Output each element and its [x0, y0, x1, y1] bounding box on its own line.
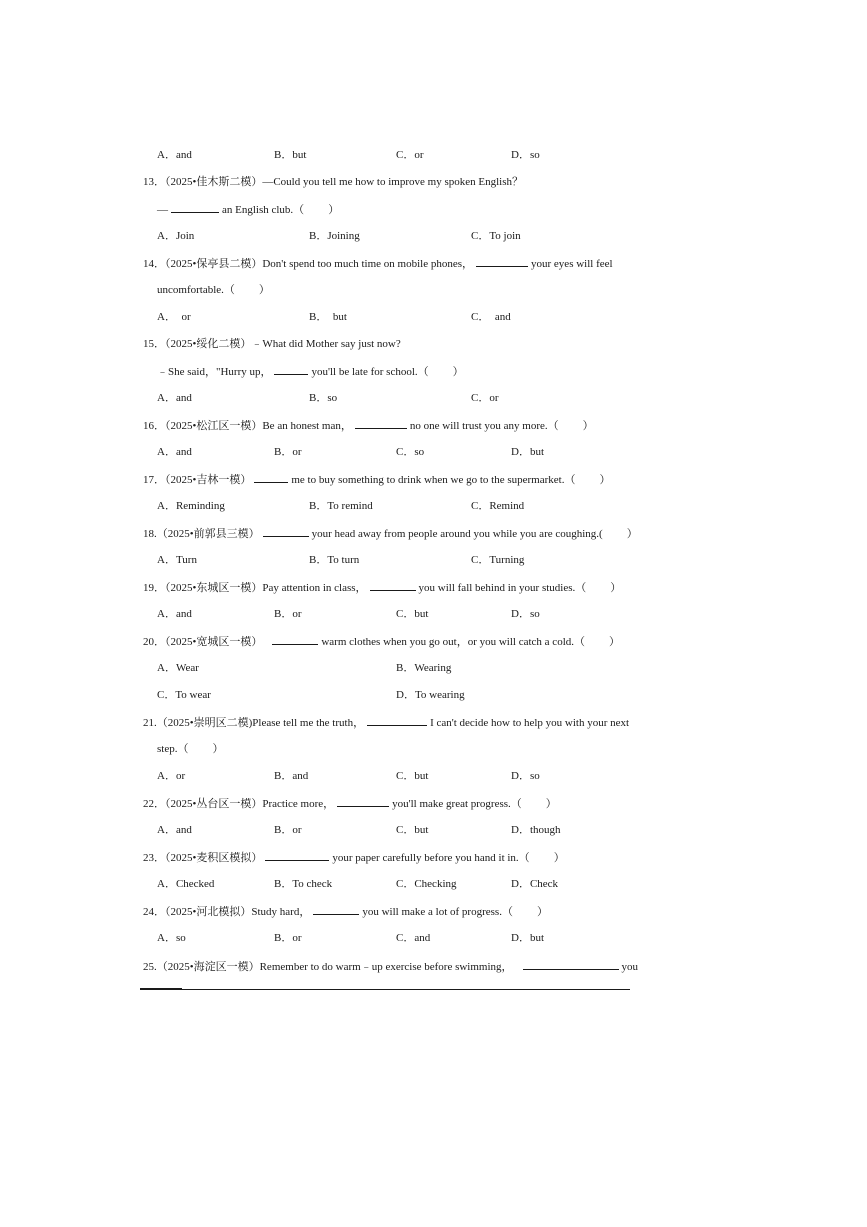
q17-options — [0, 499, 867, 519]
q21-option-a: A．or — [157, 770, 186, 782]
q24-text-1: 24．（2025•河北模拟）Study hard， — [143, 906, 311, 918]
q25-text-2: you — [621, 961, 639, 973]
q23-option-d: D．Check — [511, 878, 559, 890]
q22-text-1: 22．（2025•丛台区一模）Practice more， — [143, 798, 335, 810]
q14-blank — [476, 256, 528, 267]
q13-option-b: B．Joining — [309, 230, 360, 242]
q21-options — [0, 769, 867, 789]
q20-option-d: D．To wearing — [396, 689, 465, 701]
q16-option-d: D．but — [511, 446, 544, 458]
q15-option-c: C．or — [471, 392, 499, 404]
q14-text-1: 14．（2025•保亭县二模）Don't spend too much time on mobile phones， — [143, 258, 474, 270]
q17-stem — [143, 472, 610, 487]
q22-option-b: B．or — [274, 824, 302, 836]
q14-option-a: A． or — [157, 311, 191, 323]
q21-blank — [367, 715, 427, 726]
footer-rule — [140, 989, 630, 990]
q21-stem-2 — [157, 742, 223, 756]
q18-blank — [263, 526, 309, 537]
q15-text-2: you'll be late for school.（ — [311, 366, 429, 378]
q13-options — [0, 229, 867, 249]
q14-text-3: uncomfortable.（ — [157, 284, 235, 296]
q23-text-2: your paper carefully before you hand it in.（ — [332, 852, 530, 864]
option-d: D．so — [511, 149, 540, 161]
q13-dash: — — [157, 204, 168, 216]
q16-blank — [355, 418, 407, 429]
q21-option-b: B．and — [274, 770, 309, 782]
q25-text-1: 25.（2025•海淀区一模）Remember to do warm﹣up exercise before swimming， — [143, 961, 513, 973]
q15-stem: 15．（2025•绥化二模）﹣What did Mother say just now? — [143, 338, 401, 350]
q21-option-c: C．but — [396, 770, 429, 782]
q15-blank — [274, 364, 308, 375]
q20-text-1: 20．（2025•宽城区一模） — [143, 636, 263, 648]
q13-stem: 13．（2025•佳木斯二模）—Could you tell me how to improve my spoken English？ — [143, 176, 523, 188]
q23-option-b: B．To check — [274, 878, 333, 890]
q24-stem — [143, 904, 548, 919]
q25-blank — [523, 959, 619, 970]
q20-option-b: B．Wearing — [396, 662, 452, 674]
option-b: B．but — [274, 149, 307, 161]
q15-text-1: ﹣She said，"Hurry up， — [157, 366, 272, 378]
q19-options — [0, 607, 867, 627]
q22-paren-close: ） — [545, 798, 557, 810]
q19-blank — [370, 580, 416, 591]
q18-options — [0, 553, 867, 573]
q20-options-2 — [0, 688, 867, 708]
q17-option-b: B．To remind — [309, 500, 373, 512]
q23-stem — [143, 850, 565, 865]
q17-option-c: C．Remind — [471, 500, 525, 512]
q22-option-d: D．though — [511, 824, 561, 836]
q13-blank — [171, 202, 219, 213]
q14-paren-close: ） — [258, 284, 270, 296]
q21-text-3: step.（ — [157, 743, 189, 755]
q16-paren-close: ） — [582, 420, 594, 432]
q13-paren-close: ） — [328, 204, 340, 216]
q19-option-b: B．or — [274, 608, 302, 620]
q13-text: an English club.（ — [222, 204, 305, 216]
q23-paren-close: ） — [553, 852, 565, 864]
q24-options — [0, 931, 867, 951]
q22-option-a: A．and — [157, 824, 192, 836]
q17-blank — [254, 472, 288, 483]
q23-blank — [265, 850, 329, 861]
q24-option-c: C．and — [396, 932, 431, 944]
q20-options-1 — [0, 661, 867, 681]
q20-option-c: C．To wear — [157, 689, 211, 701]
q16-options — [0, 445, 867, 465]
q13-option-a: A．Join — [157, 230, 195, 242]
q14-options — [0, 310, 867, 330]
q17-paren-close: ） — [599, 474, 611, 486]
q20-stem — [143, 634, 620, 649]
q14-stem — [143, 256, 613, 271]
q22-text-2: you'll make great progress.（ — [392, 798, 522, 810]
q19-text-1: 19．（2025•东城区一模）Pay attention in class， — [143, 582, 367, 594]
q19-paren-close: ） — [610, 582, 622, 594]
q23-options — [0, 877, 867, 897]
q25-stem — [143, 959, 638, 974]
q18-text-1: 18.（2025•前郭县三模） — [143, 528, 260, 540]
q24-paren-close: ） — [536, 906, 548, 918]
option-a: A．and — [157, 149, 192, 161]
q18-stem — [143, 526, 638, 541]
q20-blank — [272, 634, 318, 645]
q21-text-2: I can't decide how to help you with your next — [430, 717, 630, 729]
q21-text-1: 21.（2025•崇明区二模)Please tell me the truth， — [143, 717, 365, 729]
q18-option-b: B．To turn — [309, 554, 360, 566]
q14-option-b: B． but — [309, 311, 347, 323]
q16-option-b: B．or — [274, 446, 302, 458]
q22-stem — [143, 796, 557, 811]
q22-options — [0, 823, 867, 843]
q17-text-2: me to buy something to drink when we go to the supermarket.（ — [291, 474, 576, 486]
q15-option-a: A．and — [157, 392, 192, 404]
q24-text-2: you will make a lot of progress.（ — [362, 906, 513, 918]
q14-option-c: C． and — [471, 311, 511, 323]
q19-stem — [143, 580, 621, 595]
q22-blank — [337, 796, 389, 807]
prev-options — [0, 148, 867, 168]
q20-paren-close: ） — [609, 636, 620, 648]
q14-stem-2 — [157, 283, 270, 297]
q18-text-2: your head away from people around you while you are coughing.( — [311, 528, 603, 540]
q23-text-1: 23．（2025•麦积区模拟） — [143, 852, 263, 864]
q19-option-d: D．so — [511, 608, 540, 620]
q13-option-c: C．To join — [471, 230, 521, 242]
q16-option-a: A．and — [157, 446, 192, 458]
q13-stem-2 — [157, 202, 339, 217]
q18-paren-close: ） — [626, 528, 638, 540]
q24-option-d: D．but — [511, 932, 544, 944]
q17-text-1: 17．（2025•吉林一模） — [143, 474, 252, 486]
q20-option-a: A．Wear — [157, 662, 199, 674]
q16-text-2: no one will trust you any more.（ — [409, 420, 559, 432]
q22-option-c: C．but — [396, 824, 429, 836]
q24-option-a: A．so — [157, 932, 186, 944]
q16-stem — [143, 418, 594, 433]
q15-paren-close: ） — [452, 366, 464, 378]
q21-paren-close: ） — [212, 743, 224, 755]
q15-stem-2 — [157, 364, 464, 379]
q18-option-c: C．Turning — [471, 554, 525, 566]
q19-text-2: you will fall behind in your studies.（ — [418, 582, 587, 594]
q15-options — [0, 391, 867, 411]
q21-stem — [143, 715, 629, 730]
q15-option-b: B．so — [309, 392, 338, 404]
q19-option-a: A．and — [157, 608, 192, 620]
q24-blank — [313, 904, 359, 915]
q14-text-2: your eyes will feel — [531, 258, 613, 270]
q18-option-a: A．Turn — [157, 554, 197, 566]
q20-text-2: warm clothes when you go out，or you will catch a cold.（ — [321, 636, 585, 648]
q17-option-a: A．Reminding — [157, 500, 225, 512]
q24-option-b: B．or — [274, 932, 302, 944]
q16-option-c: C．so — [396, 446, 425, 458]
q21-option-d: D．so — [511, 770, 540, 782]
q19-option-c: C．but — [396, 608, 429, 620]
q16-text-1: 16．（2025•松江区一模）Be an honest man， — [143, 420, 352, 432]
q23-option-c: C．Checking — [396, 878, 457, 890]
option-c: C．or — [396, 149, 424, 161]
q23-option-a: A．Checked — [157, 878, 215, 890]
